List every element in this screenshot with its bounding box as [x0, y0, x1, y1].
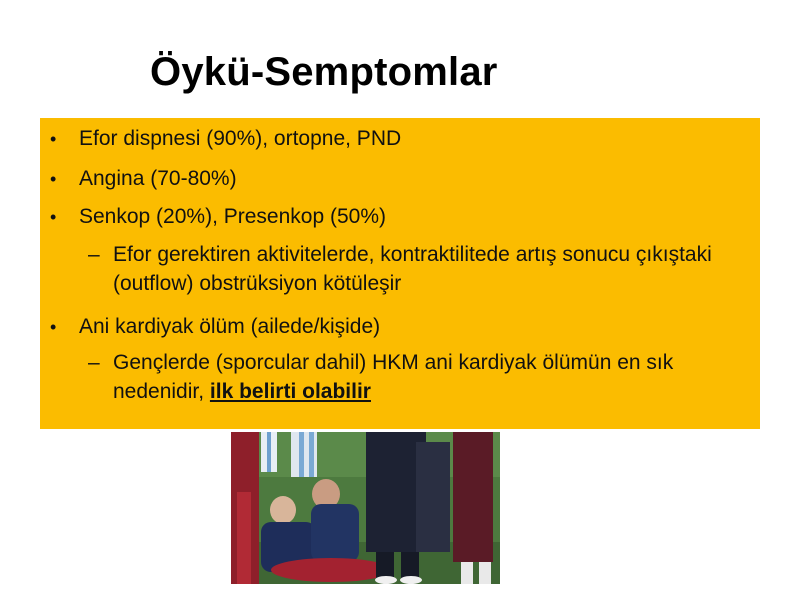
- slide-title: Öykü-Semptomlar: [150, 50, 498, 94]
- bullet-text: Senkop (20%), Presenkop (50%): [79, 205, 386, 228]
- bullet-box: [40, 118, 760, 429]
- sub-bullet-dash-icon: –: [88, 243, 100, 266]
- bullet-dot-icon: •: [50, 317, 57, 337]
- bullet-text: Ani kardiyak ölüm (ailede/kişide): [79, 315, 381, 338]
- photo-collapsed-player: [231, 432, 500, 584]
- emphasis-text: ilk belirti olabilir: [209, 380, 371, 403]
- sub-bullet-dash-icon: –: [88, 351, 100, 374]
- bullet-text: Angina (70-80%): [79, 167, 237, 190]
- bullet-text: Efor dispnesi (90%), ortopne, PND: [79, 127, 402, 150]
- bullet-dot-icon: •: [50, 129, 57, 149]
- sub-bullet-text-plain: Gençlerde (sporcular dahil) HKM ani kardiyak ölümün en sık nedenidir,: [113, 351, 674, 403]
- bullet-dot-icon: •: [50, 207, 57, 227]
- sub-bullet-text: Efor gerektiren aktivitelerde, kontraktilitede artış sonucu çıkıştaki (outflow) obstrüksiyon kötüleşir: [113, 243, 712, 295]
- sub-bullet-text: [113, 348, 753, 406]
- bullet-dot-icon: •: [50, 169, 57, 189]
